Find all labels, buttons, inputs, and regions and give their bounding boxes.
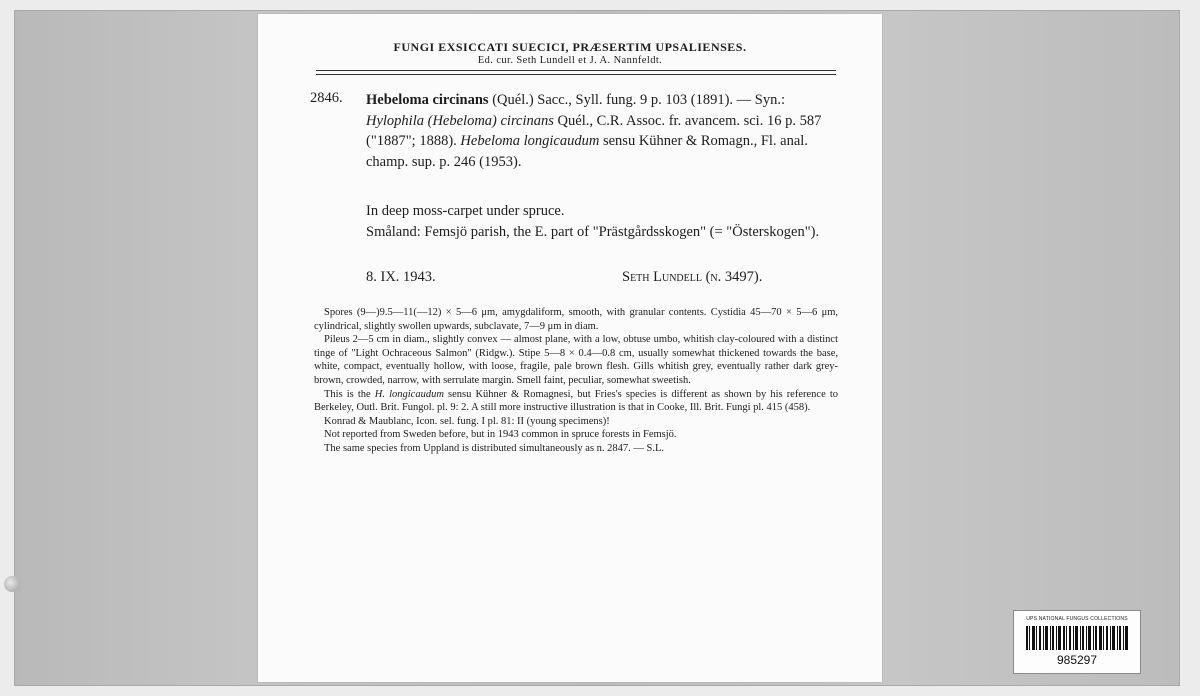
series-title: FUNGI EXSICCATI SUECICI, PRÆSERTIM UPSALIENSES. xyxy=(393,40,747,54)
taxon-authority: (Quél.) Sacc., Syll. fung. 9 p. 103 (1891). — Syn.: xyxy=(492,92,785,108)
specimen-label xyxy=(258,14,882,682)
pin-icon xyxy=(4,576,20,592)
pileus-paragraph: Pileus 2—5 cm in diam., slightly convex — almost plane, with a low, obtuse umbo, whitish clay-coloured with a distinct tinge of "Light Ochraceous Salmon" (Ridgw.). Stipe 5—8 × 0.4—0.8 cm, usually somewhat thickened towards the base, white, compact, eventually hollow, with loose, fragile, pale brown flesh. Gills whitish grey, eventually rather dark grey-brown, crowded, narrow, with serrulate margin. Smell faint, peculiar, somewhat sweetish. xyxy=(314,334,838,386)
editors-line: Ed. cur. Seth Lundell et J. A. Nannfeldt. xyxy=(477,55,663,66)
note-paragraph-3: Not reported from Sweden before, but in 1943 common in spruce forests in Femsjö. xyxy=(324,429,677,441)
taxon-citation xyxy=(366,90,840,172)
synonym-name-1: Hylophila (Hebeloma) circinans xyxy=(366,112,554,129)
locality-text: Småland: Femsjö parish, the E. part of "Prästgårdsskogen" (= "Österskogen"). xyxy=(366,224,820,240)
barcode-label xyxy=(1013,610,1141,674)
barcode-number: 985297 xyxy=(1056,653,1098,667)
collector: Seth Lundell (n. 3497). xyxy=(622,269,763,285)
header-rule xyxy=(316,70,836,71)
synonym-name-2: Hebeloma longicaudum xyxy=(460,133,600,149)
note-paragraph-1 xyxy=(314,388,838,415)
habitat-text: In deep moss-carpet under spruce. xyxy=(366,203,565,219)
entry-number: 2846. xyxy=(310,90,343,106)
synonym-ref-2: sensu Kühner & Romagn., Fl. anal. champ. sup. p. 246 (1953). xyxy=(366,133,808,170)
note-paragraph-2: Konrad & Maublanc, Icon. sel. fung. I pl. 81: II (young specimens)! xyxy=(324,415,610,427)
taxon-name: Hebeloma circinans xyxy=(366,92,489,108)
spores-paragraph: Spores (9—)9.5—11(—12) × 5—6 μm, amygdaliform, smooth, with granular contents. Cystidia 45—70 × 5—6 μm, cylindrical, slightly swollen upwards, subclavate, 7—9 μm in diam. xyxy=(314,307,838,332)
header-rule-double xyxy=(316,74,836,75)
barcode-icon xyxy=(1026,626,1128,650)
note-paragraph-4: The same species from Uppland is distributed simultaneously as n. 2847. — S.L. xyxy=(324,442,665,454)
synonym-ref-1: Quél., C.R. Assoc. fr. avancem. sci. 16 p. 587 ("1887"; 1888). xyxy=(366,112,822,149)
description-block xyxy=(314,306,838,456)
note1-pre: This is the xyxy=(324,388,371,400)
note1-post: sensu Kühner & Romagnesi, but Fries's species is different as shown by his reference to Berkeley, Outl. Brit. Fungol. pl. 9: 2. A still more instructive illustration is that in Cooke, Ill. Brit. Fungi pl. 415 (458). xyxy=(314,388,838,414)
note1-taxon: H. longicaudum xyxy=(374,388,444,400)
collection-date: 8. IX. 1943. xyxy=(366,269,436,285)
barcode-institution: UPS NATIONAL FUNGUS COLLECTIONS xyxy=(1026,616,1128,622)
